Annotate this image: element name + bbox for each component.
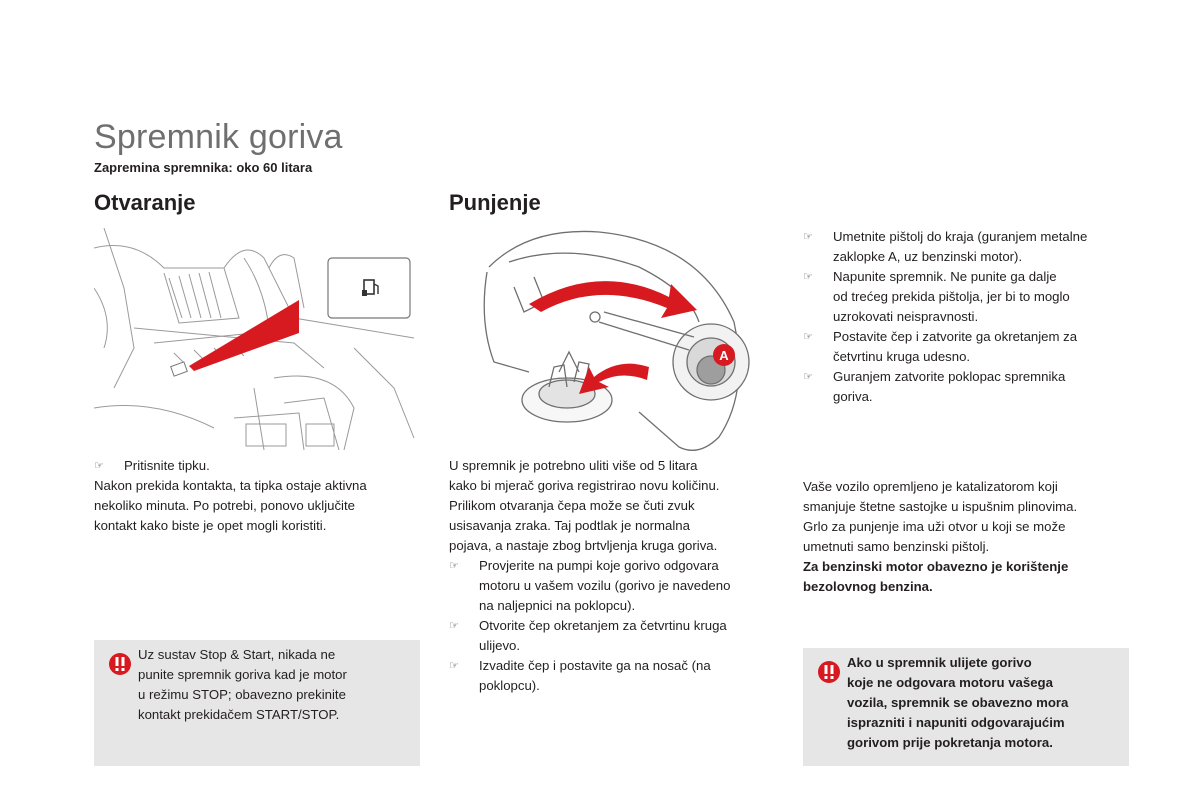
text-line: Provjerite na pumpi koje gorivo odgovara — [479, 558, 719, 573]
fuel-cap-illustration — [449, 222, 779, 458]
bullet-marker-icon: ☞ — [803, 271, 813, 283]
text-line: usisavanja zraka. Taj podtlak je normalna — [449, 518, 690, 533]
text-line: Vaše vozilo opremljeno je katalizatorom koji — [803, 479, 1058, 494]
bullet-text: Pritisnite tipku. — [124, 458, 210, 473]
text-line: goriva. — [833, 389, 873, 404]
text-line: Otvorite čep okretanjem za četvrtinu kruga — [479, 618, 727, 633]
text-line: Nakon prekida kontakta, ta tipka ostaje aktivna — [94, 478, 367, 493]
text-line: od trećeg prekida pištolja, jer bi to moglo — [833, 289, 1070, 304]
fuel-cap-figure — [449, 222, 779, 458]
page-title: Spremnik goriva — [94, 118, 343, 156]
instruction-bullet — [803, 227, 1143, 267]
text-line: Prilikom otvaranja čepa može se čuti zvuk — [449, 498, 695, 513]
text-line: Umetnite pištolj do kraja (guranjem metalne — [833, 229, 1088, 244]
text-line: Uz sustav Stop & Start, nikada ne — [138, 647, 336, 662]
catalyst-note — [803, 477, 1143, 597]
text-line-bold: bezolovnog benzina. — [803, 579, 933, 594]
text-line: nekoliko minuta. Po potrebi, ponovo uključite — [94, 498, 355, 513]
text-line: isprazniti i napuniti odgovarajućim — [847, 715, 1065, 730]
text-line: kontakt prekidačem START/STOP. — [138, 707, 340, 722]
warning-icon — [817, 660, 841, 684]
instruction-bullet — [449, 656, 779, 696]
text-line: kontakt kako biste je opet mogli koristiti. — [94, 518, 327, 533]
text-line: Grlo za punjenje ima uži otvor u koji se može — [803, 519, 1066, 534]
instruction-bullet — [449, 616, 779, 656]
bullet-marker-icon: ☞ — [449, 560, 459, 572]
instruction-bullet — [94, 456, 424, 476]
instruction-bullet — [803, 367, 1143, 407]
text-line: četvrtinu kruga udesno. — [833, 349, 971, 364]
page-subtitle: Zapremina spremnika: oko 60 litara — [94, 160, 313, 175]
text-line: na naljepnici na poklopcu). — [479, 598, 636, 613]
section-heading-opening: Otvaranje — [94, 190, 196, 215]
text-line: smanjuje štetne sastojke u ispušnim plinovima. — [803, 499, 1078, 514]
instruction-bullet — [449, 556, 779, 616]
text-line: motoru u vašem vozilu (gorivo je navedeno — [479, 578, 731, 593]
text-line: kako bi mjerač goriva registrirao novu količinu. — [449, 478, 720, 493]
text-line: U spremnik je potrebno uliti više od 5 litara — [449, 458, 698, 473]
text-line: pojava, a nastaje zbog brtvljenja kruga goriva. — [449, 538, 718, 553]
label-a: A — [719, 348, 729, 363]
text-line: Izvadite čep i postavite ga na nosač (na — [479, 658, 711, 673]
text-line: koje ne odgovara motoru vašega — [847, 675, 1053, 690]
bullet-marker-icon: ☞ — [449, 620, 459, 632]
bullet-marker-icon: ☞ — [449, 660, 459, 672]
text-line: u režimu STOP; obavezno prekinite — [138, 687, 346, 702]
text-line: poklopcu). — [479, 678, 540, 693]
text-line: Postavite čep i zatvorite ga okretanjem za — [833, 329, 1078, 344]
text-line: Guranjem zatvorite poklopac spremnika — [833, 369, 1066, 384]
text-line: Ako u spremnik ulijete gorivo — [847, 655, 1032, 670]
dashboard-figure — [94, 228, 422, 450]
warning-icon — [108, 652, 132, 676]
text-line: umetnuti samo benzinski pištolj. — [803, 539, 990, 554]
bullet-marker-icon: ☞ — [803, 231, 813, 243]
dashboard-illustration — [94, 228, 422, 450]
instruction-bullet — [803, 327, 1143, 367]
section-heading-filling: Punjenje — [449, 190, 541, 215]
text-line: uzrokovati neispravnosti. — [833, 309, 979, 324]
warning-box — [803, 648, 1129, 766]
text-line: zaklopke A, uz benzinski motor). — [833, 249, 1023, 264]
bullet-marker-icon: ☞ — [803, 331, 813, 343]
warning-box — [94, 640, 420, 766]
bullet-marker-icon: ☞ — [803, 371, 813, 383]
text-line-bold: Za benzinski motor obavezno je korištenje — [803, 559, 1069, 574]
text-line: vozila, spremnik se obavezno mora — [847, 695, 1069, 710]
text-line: punite spremnik goriva kad je motor — [138, 667, 347, 682]
bullet-marker-icon: ☞ — [94, 460, 104, 472]
instruction-bullet — [803, 267, 1143, 327]
paragraph — [94, 476, 424, 536]
text-line: gorivom prije pokretanja motora. — [847, 735, 1053, 750]
paragraph — [449, 456, 779, 556]
text-line: ulijevo. — [479, 638, 521, 653]
text-line: Napunite spremnik. Ne punite ga dalje — [833, 269, 1057, 284]
